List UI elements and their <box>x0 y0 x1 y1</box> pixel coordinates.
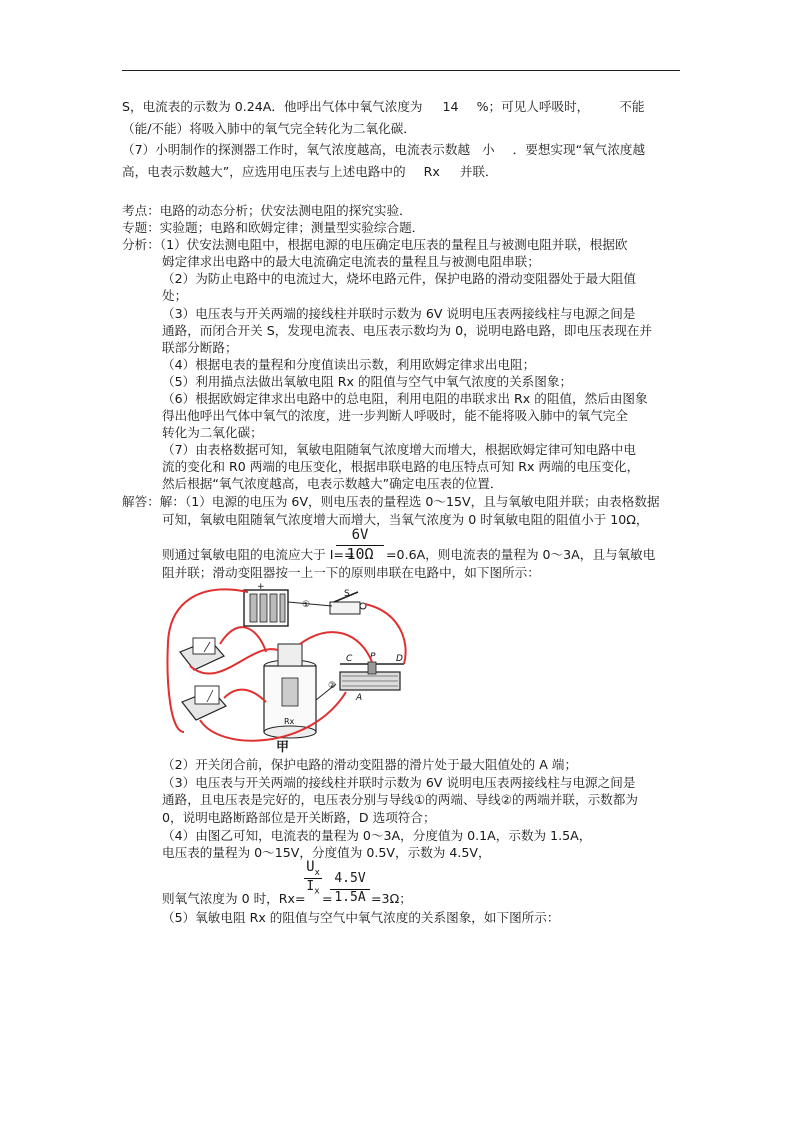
eq1-prefix: 则通过氧敏电阻的电流应大于 I== <box>162 547 355 562</box>
rx-label: Rx <box>284 717 295 726</box>
text: ．要想实现“氧气浓度越 <box>512 142 646 157</box>
answer-line: （2）开关闭合前，保护电路的滑动变阻器的滑片处于最大阻值处的 A 端； <box>162 757 578 772</box>
u: U <box>306 859 315 875</box>
fenxi-line: （4）根据电表的量程和分度值读出示数，利用欧姆定律求出电阻； <box>162 357 536 372</box>
text: 高，电表示数越大”，应选用电压表与上述电路中的 <box>122 164 406 179</box>
answer-blank: 不能 <box>619 99 645 114</box>
zhuanti-line: 专题：实验题；电路和欧姆定律；测量型实验综合题． <box>122 220 425 235</box>
answer-line: 电压表的量程为 0～15V，分度值为 0.5V，示数为 4.5V， <box>162 845 491 860</box>
ammeter-icon <box>180 638 224 670</box>
text: %；可见人呼吸时， <box>476 99 590 114</box>
fenxi-line: 流的变化和 R0 两端的电压变化，根据串联电路的电压特点可知 Rx 两端的电压变化， <box>162 459 640 474</box>
figure-caption: 甲 <box>276 740 290 755</box>
answer-blank: 14 <box>442 99 459 114</box>
i-sub: x <box>314 886 320 897</box>
eq2-suffix: =3Ω； <box>371 891 412 906</box>
battery-icon <box>244 590 288 626</box>
eq1-denominator: 10Ω <box>346 545 374 563</box>
jieda-line: 可知，氧敏电阻随氧气浓度增大而增大，当氧气浓度为 0 时氧敏电阻的阻值小于 10Ω， <box>162 512 649 527</box>
wire-mark-2: ② <box>328 681 337 691</box>
eq1-numerator: 6V <box>351 527 369 543</box>
text: S，电流表的示数为 0.24A．他呼出气体中氧气浓度为 <box>122 99 423 114</box>
answer-line: （4）由图乙可知，电流表的量程为 0～3A，分度值为 0.1A，示数为 1.5A， <box>162 828 592 843</box>
eq2-denominator: 1.5A <box>334 890 366 905</box>
eq1-suffix: =0.6A，则电流表的量程为 0～3A，且与氧敏电 <box>386 547 656 562</box>
fenxi-line: （5）利用描点法做出氧敏电阻 Rx 的阻值与空气中氧气浓度的关系图象； <box>162 374 573 389</box>
u-sub: x <box>314 867 320 878</box>
i: I <box>306 879 315 894</box>
rheostat-d-label: D <box>396 654 403 664</box>
fenxi-line: 转化为二氧化碳； <box>162 425 263 440</box>
eq2-prefix: 则氧气浓度为 0 时，Rx= <box>162 891 306 906</box>
eq2-numerator: 4.5V <box>334 871 366 886</box>
voltmeter-icon <box>182 686 226 720</box>
eq1-continuation: 阻并联；滑动变阻器按一上一下的原则串联在电路中，如下图所示： <box>162 565 540 580</box>
fenxi-line: （2）为防止电路中的电流过大，烧坏电路元件，保护电路的滑动变阻器处于最大阻值 <box>162 271 636 286</box>
answer-blank: 小 <box>482 142 495 157</box>
answer-blank: Rx <box>423 164 440 179</box>
text: 并联． <box>459 164 498 179</box>
rheostat-icon <box>340 662 404 690</box>
jieda-line: 解答：解：（1）电源的电压为 6V，则电压表的量程选 0～15V，且与氧敏电阻并联；由表格数据 <box>122 494 660 509</box>
fenxi-line: 联部分断路； <box>162 340 238 355</box>
eq2-u-symbol <box>304 859 322 878</box>
fenxi-line: （7）由表格数据可知，氧敏电阻随氧气浓度增大而增大，根据欧姆定律可知电路中电 <box>162 442 636 457</box>
question-line-1 <box>122 99 644 115</box>
wire-mark-1: ① <box>302 600 311 610</box>
header-rule <box>122 70 680 71</box>
answer-line-last: （5）氧敏电阻 Rx 的阻值与空气中氧气浓度的关系图象，如下图所示： <box>162 910 560 925</box>
fenxi-line: 处； <box>162 288 188 303</box>
rheostat-a-label: A <box>356 693 363 703</box>
fenxi-line: 姆定律求出电路中的最大电流确定电流表的量程且与被测电阻串联； <box>162 254 540 269</box>
fenxi-line: 得出他呼出气体中氧气的浓度，进一步判断人呼吸时，能不能将吸入肺中的氧气完全 <box>162 408 628 423</box>
text: （7）小明制作的探测器工作时，氧气浓度越高，电流表示数越 <box>122 142 471 157</box>
fenxi-line: 然后根据“氧气浓度越高，电表示数越大”确定电压表的位置． <box>162 476 503 491</box>
question-line-3 <box>122 142 645 158</box>
fenxi-line: （6）根据欧姆定律求出电路中的总电阻，利用电阻的串联求出 Rx 的阻值，然后由图象 <box>162 391 648 406</box>
fenxi-line: （3）电压表与开关两端的接线柱并联时示数为 6V 说明电压表两接线柱与电源之间是 <box>162 306 636 321</box>
fenxi-line: 分析：（1）伏安法测电阻中，根据电源的电压确定电压表的量程且与被测电阻并联，根据欧 <box>122 237 628 252</box>
answer-line: 0，说明电路断路部位是开关断路，D 选项符合； <box>162 810 436 825</box>
question-line-4 <box>122 164 498 180</box>
plus-mark: + <box>257 582 265 592</box>
eq2-equals: = <box>322 891 333 906</box>
fenxi-line: 通路，而闭合开关 S，发现电流表、电压表示数均为 0，说明电路电路，即电压表现在并 <box>162 323 652 338</box>
answer-line: 通路，且电压表是完好的，电压表分别与导线①的两端、导线②的两端并联，示数都为 <box>162 792 638 807</box>
answer-line: （3）电压表与开关两端的接线柱并联时示数为 6V 说明电压表两接线柱与电源之间是 <box>162 775 636 790</box>
eq2-i-symbol <box>304 879 322 897</box>
switch-label: S <box>344 589 350 599</box>
circuit-figure <box>160 582 418 752</box>
kaodian-line: 考点：电路的动态分析；伏安法测电阻的探究实验． <box>122 203 412 218</box>
rheostat-c-label: C <box>346 654 353 664</box>
rheostat-p-label: P <box>370 652 376 662</box>
question-line-2: （能/不能）将吸入肺中的氧气完全转化为二氧化碳． <box>122 121 416 136</box>
